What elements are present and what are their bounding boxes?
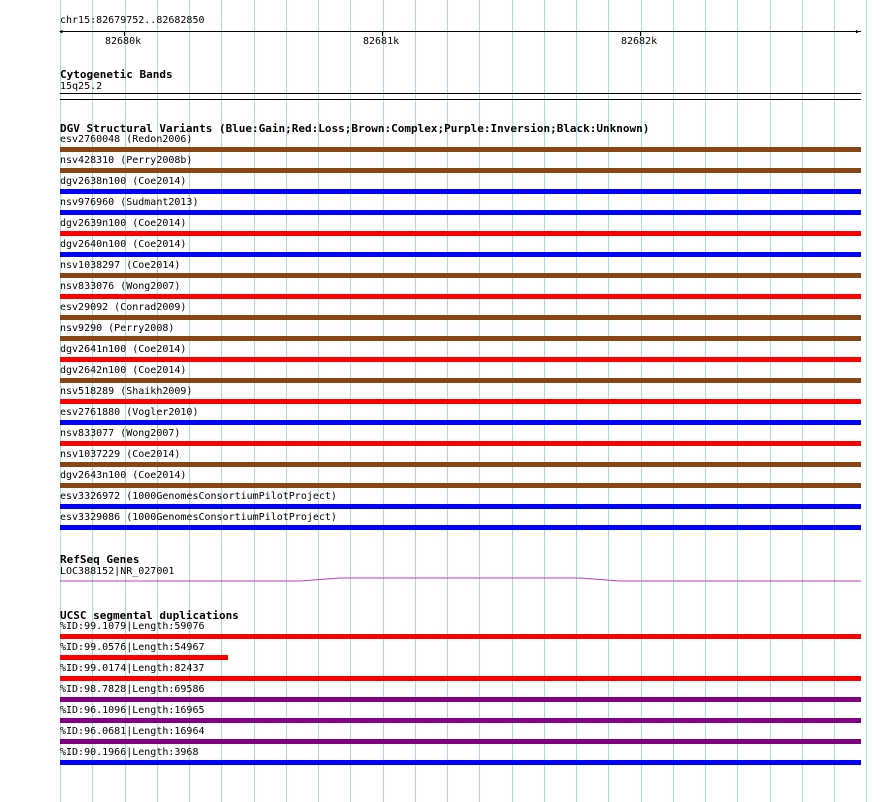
dgv-variant-label[interactable]: dgv2641n100 (Coe2014): [60, 344, 187, 355]
segdup-label[interactable]: %ID:96.1096|Length:16965: [60, 705, 205, 716]
dgv-variant-label[interactable]: dgv2643n100 (Coe2014): [60, 470, 187, 481]
dgv-variant-bar[interactable]: [60, 420, 861, 425]
segdup-bar[interactable]: [60, 718, 861, 723]
dgv-variant-bar[interactable]: [60, 252, 861, 257]
dgv-variant-label[interactable]: nsv976960 (Sudmant2013): [60, 197, 199, 208]
dgv-variant-label[interactable]: dgv2640n100 (Coe2014): [60, 239, 187, 250]
segdup-label[interactable]: %ID:90.1966|Length:3968: [60, 747, 199, 758]
coordinate-label: chr15:82679752..82682850: [60, 15, 205, 26]
dgv-variant-bar[interactable]: [60, 483, 861, 488]
dgv-variant-label[interactable]: nsv1038297 (Coe2014): [60, 260, 181, 271]
segdup-bar[interactable]: [60, 676, 861, 681]
dgv-variant-bar[interactable]: [60, 378, 861, 383]
dgv-variant-bar[interactable]: [60, 168, 861, 173]
dgv-variant-label[interactable]: esv3329086 (1000GenomesConsortiumPilotProject): [60, 512, 337, 523]
dgv-variant-bar[interactable]: [60, 504, 861, 509]
cytoband-label: 15q25.2: [60, 81, 103, 92]
ruler-right-arrow-icon: ▸: [855, 27, 861, 37]
dgv-variant-label[interactable]: dgv2638n100 (Coe2014): [60, 176, 187, 187]
dgv-variant-label[interactable]: nsv518289 (Shaikh2009): [60, 386, 193, 397]
segdup-bar[interactable]: [60, 697, 861, 702]
dgv-variant-bar[interactable]: [60, 294, 861, 299]
dgv-variant-bar[interactable]: [60, 357, 861, 362]
ruler-tick-label: 82682k: [621, 36, 658, 47]
cytoband-track-title: Cytogenetic Bands: [60, 68, 173, 81]
dgv-variant-label[interactable]: dgv2639n100 (Coe2014): [60, 218, 187, 229]
ruler-tick-label: 82680k: [105, 36, 142, 47]
dgv-variant-label[interactable]: nsv833077 (Wong2007): [60, 428, 181, 439]
segdup-label[interactable]: %ID:98.7828|Length:69586: [60, 684, 205, 695]
dgv-variant-label[interactable]: esv2761880 (Vogler2010): [60, 407, 199, 418]
dgv-track-title: DGV Structural Variants (Blue:Gain;Red:Loss;Brown:Complex;Purple:Inversion;Black:Unknown): [60, 122, 650, 135]
segdup-bar[interactable]: [60, 739, 861, 744]
ruler-axis: [60, 31, 861, 32]
grid-line: [866, 0, 867, 802]
segdup-label[interactable]: %ID:99.1079|Length:59076: [60, 621, 205, 632]
dgv-variant-label[interactable]: esv3326972 (1000GenomesConsortiumPilotProject): [60, 491, 337, 502]
ruler-tick-label: 82681k: [363, 36, 400, 47]
segdup-bar[interactable]: [60, 634, 861, 639]
segdup-label[interactable]: %ID:99.0576|Length:54967: [60, 642, 205, 653]
dgv-variant-bar[interactable]: [60, 210, 861, 215]
dgv-variant-bar[interactable]: [60, 189, 861, 194]
dgv-variant-bar[interactable]: [60, 462, 861, 467]
segdup-label[interactable]: %ID:96.0681|Length:16964: [60, 726, 205, 737]
segdup-bar[interactable]: [60, 655, 228, 660]
dgv-variant-label[interactable]: dgv2642n100 (Coe2014): [60, 365, 187, 376]
dgv-variant-bar[interactable]: [60, 336, 861, 341]
dgv-variant-bar[interactable]: [60, 441, 861, 446]
dgv-variant-bar[interactable]: [60, 525, 861, 530]
dgv-variant-bar[interactable]: [60, 231, 861, 236]
refseq-gene-feature[interactable]: [60, 574, 861, 584]
dgv-variant-bar[interactable]: [60, 315, 861, 320]
segdup-bar[interactable]: [60, 760, 861, 765]
dgv-variant-label[interactable]: nsv9290 (Perry2008): [60, 323, 175, 334]
refseq-track-title: RefSeq Genes: [60, 553, 140, 566]
gene-intron-line: [60, 578, 861, 581]
dgv-variant-label[interactable]: esv2760048 (Redon2006): [60, 134, 193, 145]
dgv-variant-bar[interactable]: [60, 273, 861, 278]
segdup-label[interactable]: %ID:99.0174|Length:82437: [60, 663, 205, 674]
dgv-variant-bar[interactable]: [60, 147, 861, 152]
dgv-variant-bar[interactable]: [60, 399, 861, 404]
dgv-variant-label[interactable]: esv29092 (Conrad2009): [60, 302, 187, 313]
dgv-variant-label[interactable]: nsv1037229 (Coe2014): [60, 449, 181, 460]
dgv-variant-label[interactable]: nsv833076 (Wong2007): [60, 281, 181, 292]
cytoband-outline-top: [60, 93, 861, 94]
dgv-variant-label[interactable]: nsv428310 (Perry2008b): [60, 155, 193, 166]
cytoband-outline-bottom: [60, 99, 861, 100]
segdup-track-title: UCSC segmental duplications: [60, 609, 239, 622]
ruler-left-arrow-icon: ◂: [58, 27, 64, 37]
refseq-gene-label[interactable]: LOC388152|NR_027001: [60, 566, 175, 577]
